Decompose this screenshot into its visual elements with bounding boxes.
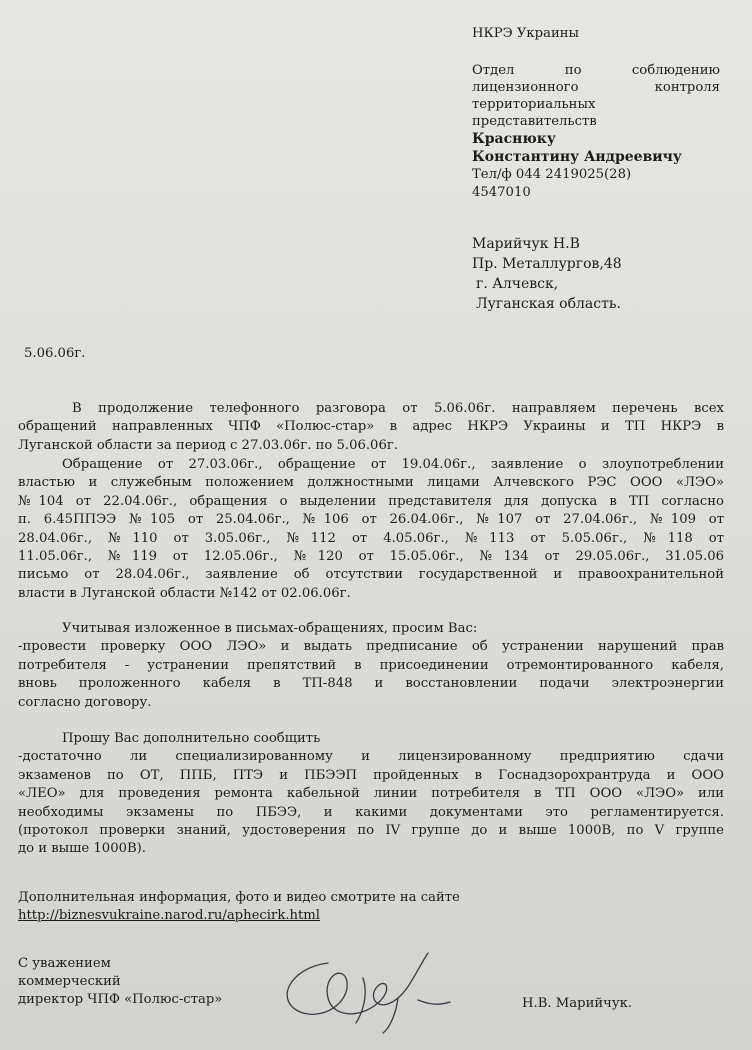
text-line: №104 от 22.04.06г., обращения о выделении представителя для допуска в ТП согласно	[18, 493, 724, 509]
text-line: Учитывая изложенное в письмах-обращениях, просим Вас:	[62, 621, 478, 636]
closing-line3: директор ЧПФ «Полюс-стар»	[18, 992, 223, 1007]
text-line: В продолжение телефонного разговора от 5.06.06г. направляем перечень всех	[72, 401, 724, 416]
text-line: вновь проложенного кабеля в ТП-848 и восстановлении подачи электроэнергии	[18, 676, 724, 692]
text-line: необходимы экзамены по ПБЭЭ, и какими документами это регламентируется.	[18, 804, 724, 820]
sender-street: Пр. Металлургов,48	[472, 256, 622, 272]
closing-line2: коммерческий	[18, 974, 121, 989]
recipient-name-line1: Краснюку	[472, 131, 556, 147]
text-line: -провести проверку ООО ЛЭО» и выдать предписание об устранении нарушений прав	[18, 639, 724, 655]
sender-city: г. Алчевск,	[476, 276, 559, 292]
appeals-paragraph	[18, 456, 724, 603]
recipient-phone-line1: Тел/ф 044 2419025(28)	[472, 167, 632, 182]
intro-paragraph	[18, 400, 724, 455]
question-paragraph	[18, 730, 724, 859]
recipient-dept-line: лицензионного контроля	[472, 80, 720, 95]
text-line: властью и служебным положением должностными лицами Алчевского РЭС ООО «ЛЭО»	[18, 475, 724, 491]
text-line: до и выше 1000В).	[18, 841, 146, 857]
text-line: Обращение от 27.03.06г., обращение от 19.04.06г., заявление о злоупотреблении	[62, 457, 724, 472]
website-link[interactable]: http://biznesvukraine.narod.ru/aphecirk.html	[18, 908, 321, 923]
info-text: Дополнительная информация, фото и видео смотрите на сайте	[18, 890, 460, 905]
text-line: Луганской области за период с 27.03.06г. по 5.06.06г.	[18, 437, 398, 453]
text-line: 28.04.06г., №110 от 3.05.06г., №112 от 4.05.06г., №113 от 5.05.06г., №118 от	[18, 530, 724, 546]
text-line: экзаменов по ОТ, ППБ, ПТЭ и ПБЭЭП пройденных в Госнадзорохрантруда и ООО	[18, 767, 724, 783]
text-line: власти в Луганской области №142 от 02.06.06г.	[18, 585, 351, 601]
recipient-phone-line2: 4547010	[472, 185, 531, 200]
recipient-dept-line: Отдел по соблюдению	[472, 63, 720, 78]
closing-line1: С уважением	[18, 956, 111, 971]
text-line: п. 6.45ППЭЭ №105 от 25.04.06г., №106 от 26.04.06г., №107 от 27.04.06г., №109 от	[18, 512, 724, 528]
text-line: (протокол проверки знаний, удостоверения по IV группе до и выше 1000В, по V группе	[18, 822, 724, 838]
text-line: -достаточно ли специализированному и лицензированному предприятию сдачи	[18, 749, 724, 765]
recipient-org: НКРЭ Украины	[472, 26, 580, 41]
text-line: письмо от 28.04.06г., заявление об отсутствии государственной и правоохранительной	[18, 567, 724, 583]
recipient-dept	[472, 62, 720, 130]
text-line: согласно договору.	[18, 694, 152, 710]
text-line: «ЛЕО» для проведения ремонта кабельной линии потребителя в ТП ООО «ЛЭО» или	[18, 786, 724, 802]
request-paragraph	[18, 620, 724, 712]
text-line: обращений направленных ЧПФ «Полюс-стар» в адрес НКРЭ Украины и ТП НКРЭ в	[18, 419, 724, 435]
text-line: Прошу Вас дополнительно сообщить	[62, 731, 321, 746]
recipient-name-line2: Константину Андреевичу	[472, 149, 682, 165]
signer-name: Н.В. Марийчук.	[522, 996, 633, 1011]
text-line: 11.05.06г., №119 от 12.05.06г., №120 от 15.05.06г., №134 от 29.05.06г., 31.05.06	[18, 548, 724, 564]
recipient-dept-line: представительств	[472, 114, 597, 129]
sender-region: Луганская область.	[476, 296, 621, 312]
text-line: потребителя - устранении препятствий в присоединении отремонтированного кабеля,	[18, 657, 724, 673]
signature-image	[268, 938, 458, 1038]
recipient-dept-line: территориальных	[472, 97, 596, 112]
letter-date: 5.06.06г.	[24, 346, 86, 361]
sender-name: Марийчук Н.В	[472, 236, 580, 252]
